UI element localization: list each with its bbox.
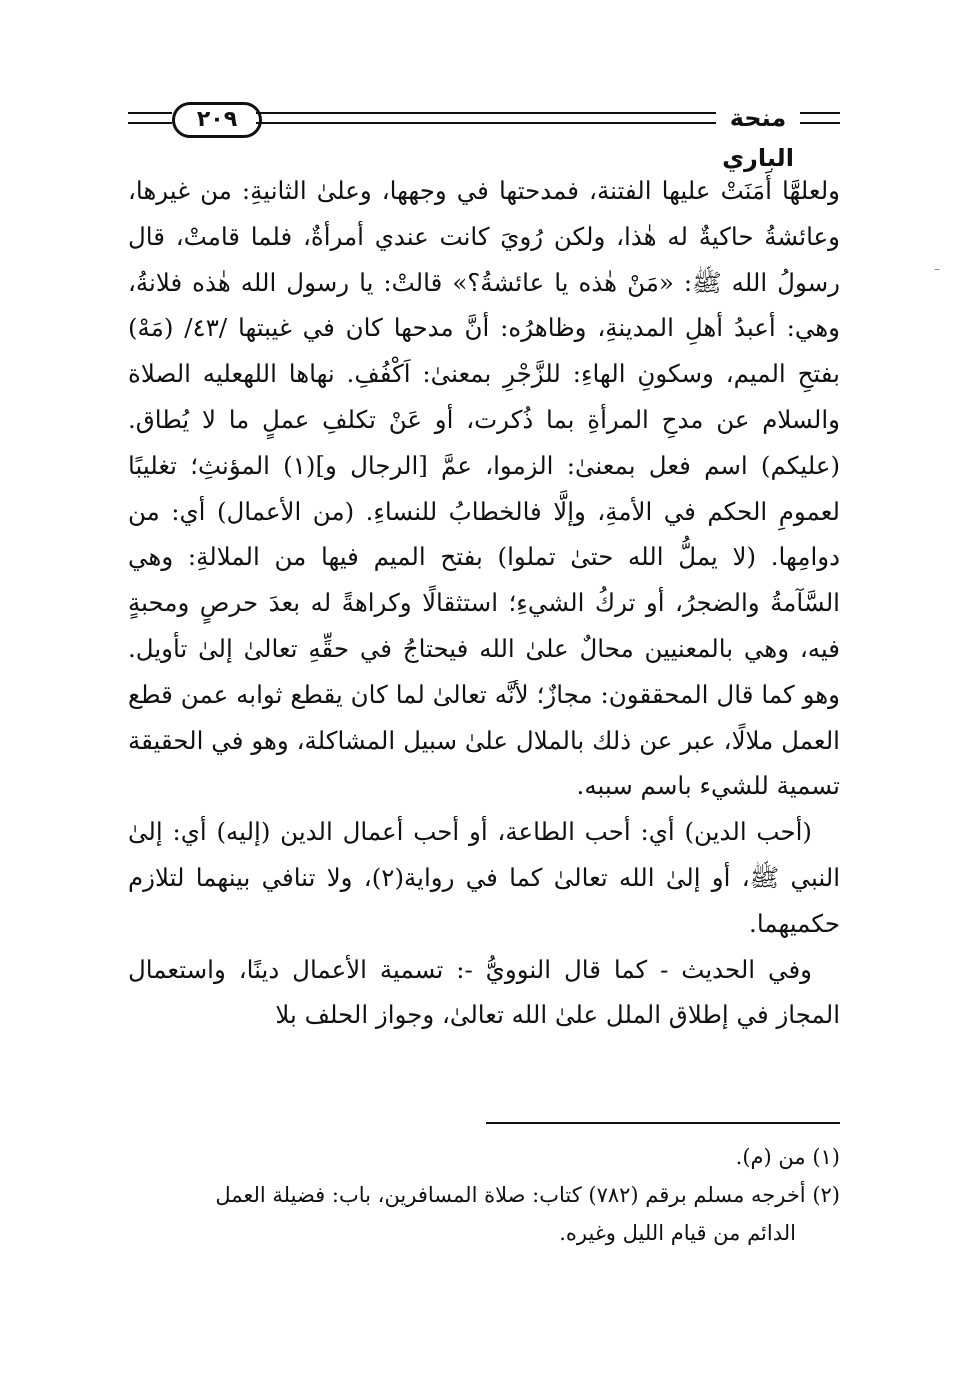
footnote-2-continuation: الدائم من قيام الليل وغيره. [559, 1221, 796, 1245]
paragraph: ولعلهَّا أَمَنَتْ عليها الفتنة، فمدحتها في وجهها، وعلىٰ الثانيةِ: من غيرها، وعائشةُ حاكيةٌ له هٰذا، ولكن رُويَ كانت عندي أمرأةٌ، فلما قامتْ، قال رسولُ الله ﷺ: «مَنْ هٰذه يا عائشةُ؟» قالتْ: يا رسول الله هٰذه فلانةُ، وهي: أعبدُ أهلِ المدينةِ، وظاهرُه: أنَّ مدحها كان في غيبتها /٤٣/ (مَهْ) بفتحِ الميم، وسكونِ الهاءِ: للزَّجْرِ بمعنىٰ: اَكْفُفِ. نهاها اللهعليه الصلاة والسلام عن مدحِ المرأةِ بما ذُكرت، أو عَنْ تكلفِ عملٍ ما لا يُطاق. (عليكم) اسم فعل بمعنىٰ: الزموا، عمَّ [الرجال و](١) المؤنثِ؛ تغليبًا لعمومِ الحكم في الأمةِ، وإلَّا فالخطابُ للنساءِ. (من الأعمال) أي: من دوامِها. (لا يملُّ الله حتىٰ تملوا) بفتح الميم فيها من الملالةِ: وهي السَّآمةُ والضجرُ، أو تركُ الشيءِ؛ استثقالًا وكراهةً له بعدَ حرصٍ ومحبةٍ فيه، وهي بالمعنيين محالٌ علىٰ الله فيحتاجُ في حقِّهِ تعالىٰ إلىٰ تأويل. وهو كما قال المحققون: مجازٌ؛ لأنَّه تعالىٰ لما كان يقطع ثوابه عمن قطع العمل ملالًا، عبر عن ذلك بالملال علىٰ سبيل المشاكلة، وهو في الحقيقة تسمية للشيء باسم سببه. [128, 176, 841, 801]
running-header [128, 98, 840, 172]
paragraph: (أحب الدين) أي: أحب الطاعة، أو أحب أعمال الدين (إليه) أي: إلىٰ النبي ﷺ، أو إلىٰ الله تعالىٰ كما في رواية(٢)، ولا تنافي بينهما لتلازم حكميهما. [128, 817, 841, 938]
header-rule-left [128, 112, 172, 124]
footnote-2: (٢) أخرجه مسلم برقم (٧٨٢) كتاب: صلاة المسافرين، باب: فضيلة العمل [215, 1183, 840, 1207]
footnote-1: (١) من (م). [735, 1145, 840, 1169]
main-text [128, 168, 840, 1038]
header-rule-right [800, 112, 840, 124]
book-title: منحة الباري [722, 104, 794, 172]
footnotes [128, 1138, 840, 1252]
margin-mark: – [934, 262, 940, 276]
header-rule-middle [256, 112, 716, 124]
footnote-separator [486, 1122, 840, 1124]
paragraph: وفي الحديث - كما قال النوويُّ -: تسمية الأعمال دينًا، واستعمال المجاز في إطلاق الملل علىٰ الله تعالىٰ، وجواز الحلف بلا [128, 954, 840, 1030]
page-number: ٢٠٩ [172, 102, 262, 138]
